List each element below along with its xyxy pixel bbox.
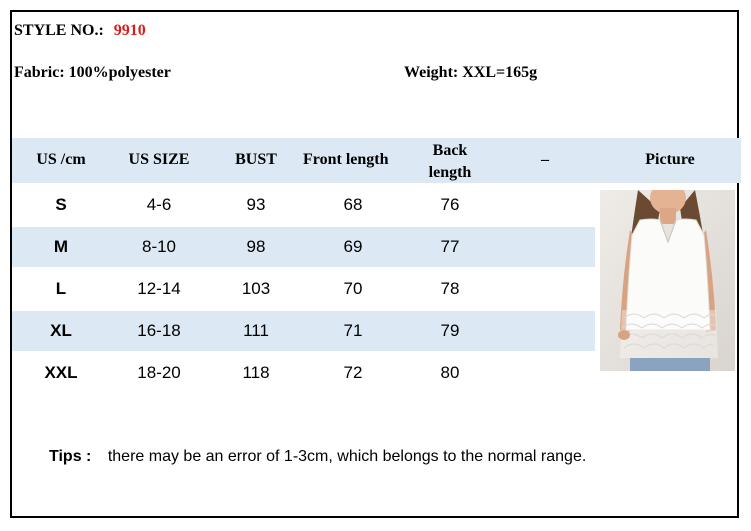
row-xxl-back: 80	[440, 363, 460, 382]
row-s-front: 68	[343, 195, 363, 214]
row-m-front: 69	[343, 237, 363, 256]
header-back-length	[412, 140, 488, 184]
row-l-us: 12-14	[137, 279, 181, 298]
row-xxl-front: 72	[343, 363, 363, 382]
row-xl-size: XL	[50, 321, 72, 340]
tips-note	[49, 448, 586, 466]
row-m-bust: 98	[246, 237, 266, 256]
fabric-info: Fabric: 100%polyester	[14, 64, 171, 81]
style-number-value: 9910	[113, 22, 146, 39]
header-back-length-line1: Back	[432, 142, 468, 159]
tips-label: Tips :	[49, 448, 92, 465]
header-back-length-line2: length	[428, 164, 472, 181]
header-front-length: Front length	[303, 151, 389, 168]
row-m-back: 77	[440, 237, 460, 256]
row-m-size: M	[53, 237, 69, 256]
row-xxl-us: 18-20	[137, 363, 181, 382]
row-l-front: 70	[343, 279, 363, 298]
product-photo	[600, 190, 735, 371]
header-us-cm: US /cm	[36, 151, 86, 168]
row-l-bust: 103	[241, 279, 271, 298]
row-xl-front: 71	[343, 321, 363, 340]
row-l-back: 78	[440, 279, 460, 298]
row-xl-back: 79	[440, 321, 460, 340]
row-xxl-bust: 118	[242, 363, 270, 382]
row-l-size: L	[55, 279, 67, 298]
row-s-us: 4-6	[146, 195, 172, 214]
row-s-bust: 93	[246, 195, 266, 214]
row-s-back: 76	[440, 195, 460, 214]
row-xl-bust: 111	[243, 321, 269, 340]
header-us-size: US SIZE	[128, 151, 190, 168]
style-number-line	[14, 22, 146, 40]
header-bust: BUST	[235, 151, 277, 168]
tips-text: there may be an error of 1-3cm, which belongs to the normal range.	[107, 448, 587, 465]
row-s-size: S	[55, 195, 67, 214]
row-m-us: 8-10	[141, 237, 177, 256]
weight-info: Weight: XXL=165g	[404, 64, 538, 81]
style-number-label: STYLE NO.:	[14, 22, 104, 39]
row-xl-us: 16-18	[137, 321, 181, 340]
header-picture: Picture	[645, 151, 695, 168]
row-xxl-size: XXL	[44, 363, 78, 382]
header-blank: –	[541, 151, 549, 168]
